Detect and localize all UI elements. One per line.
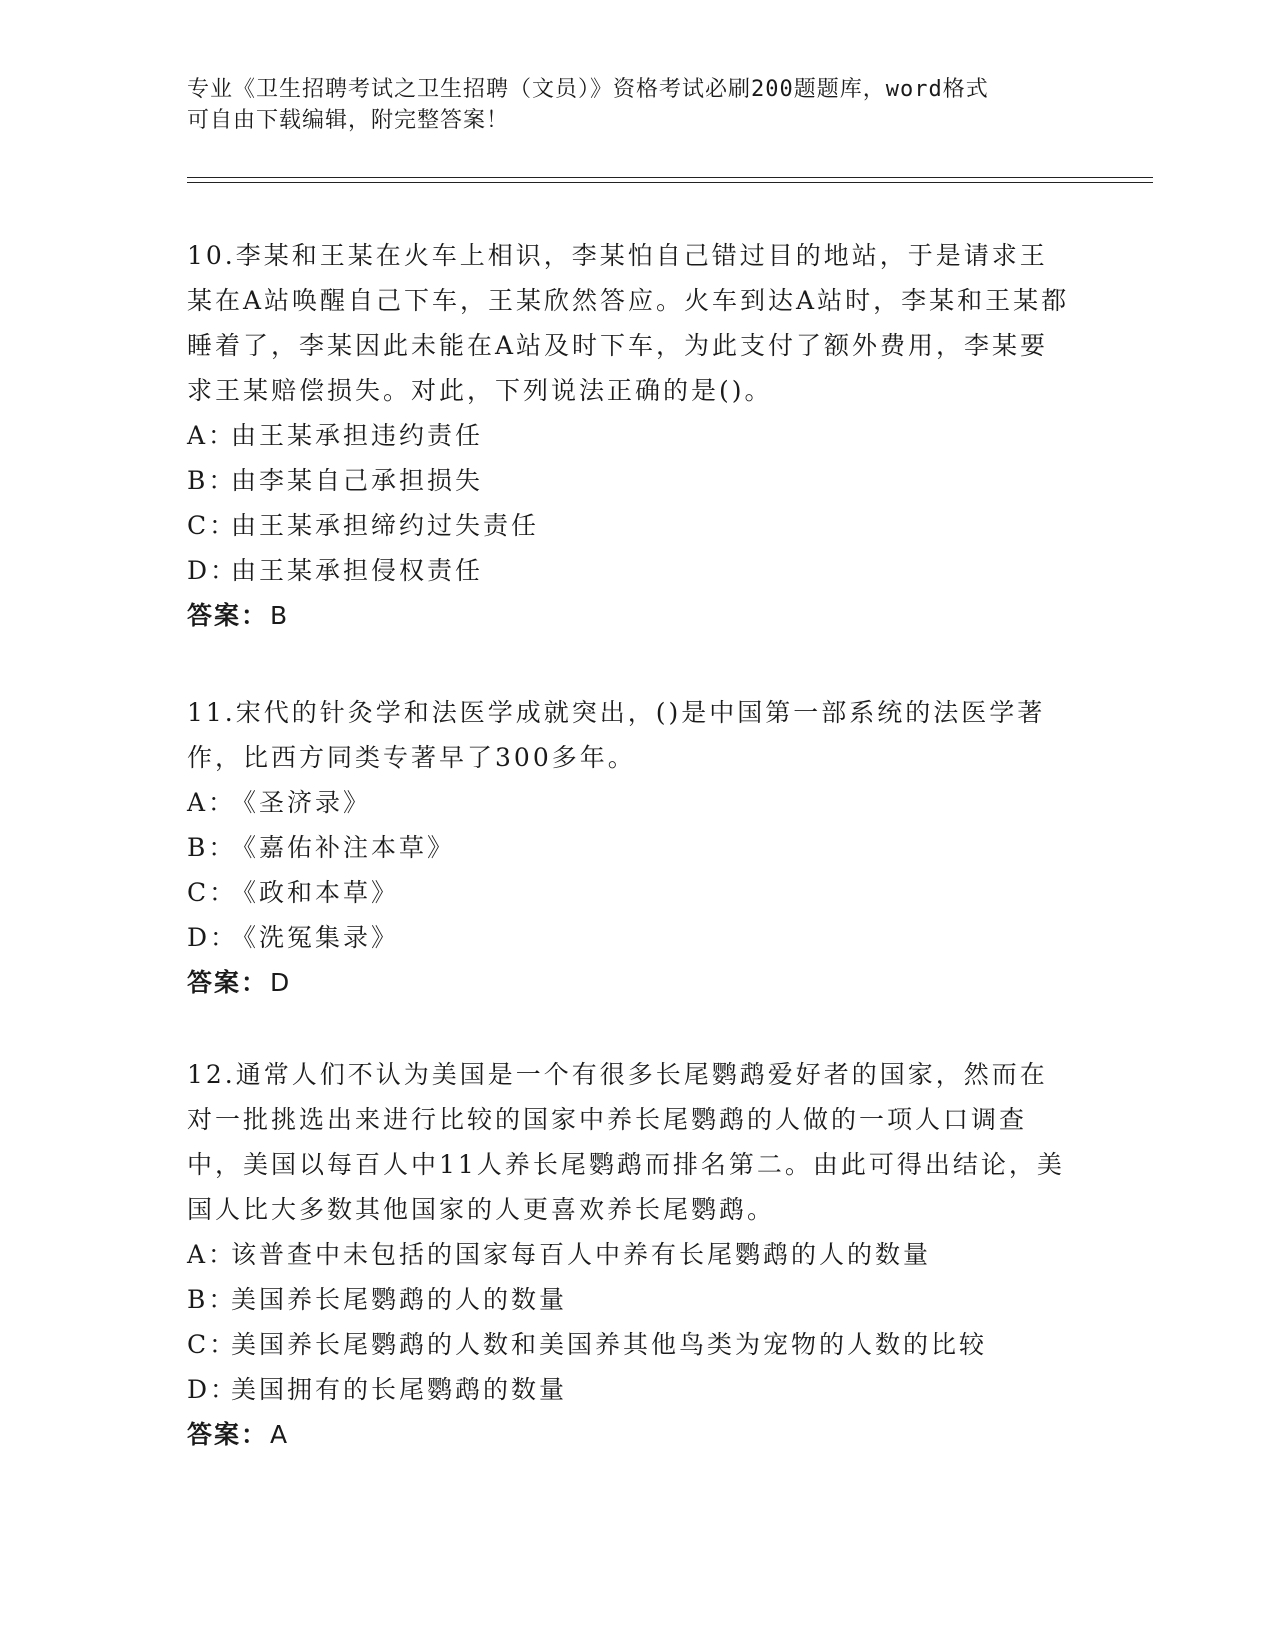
option-text: 《圣济录》	[231, 788, 372, 817]
answer-value: A	[270, 1420, 290, 1449]
header-line-1: 专业《卫生招聘考试之卫生招聘（文员）》资格考试必刷200题题库，word格式	[187, 77, 989, 102]
document-header	[187, 74, 1087, 136]
option-b	[187, 1277, 1072, 1322]
answer-value: D	[270, 968, 292, 997]
question-text: 11.宋代的针灸学和法医学成就突出，()是中国第一部系统的法医学著作，比西方同类专著早了300多年。	[187, 698, 1046, 772]
option-key: C：	[187, 1330, 238, 1359]
option-text: 由王某承担侵权责任	[231, 556, 484, 585]
question-text: 10.李某和王某在火车上相识，李某怕自己错过目的地站，于是请求王某在A站唤醒自己下车，王某欣然答应。火车到达A站时，李某和王某都睡着了，李某因此未能在A站及时下车，为此支付了额外费用，李某要求王某赔偿损失。对此，下列说法正确的是()。	[187, 241, 1070, 405]
option-c	[187, 503, 1072, 548]
option-text: 由李某自己承担损失	[231, 466, 484, 495]
option-text: 美国养长尾鹦鹉的人的数量	[231, 1285, 568, 1314]
option-a	[187, 780, 1072, 825]
option-key: A：	[187, 1240, 237, 1269]
header-rule-top	[187, 177, 1153, 178]
option-key: D：	[187, 923, 239, 952]
option-text: 《嘉佑补注本草》	[231, 833, 456, 862]
answer-label: 答案：	[187, 1420, 269, 1449]
option-key: B：	[187, 1285, 237, 1314]
option-key: A：	[187, 421, 237, 450]
option-d	[187, 548, 1072, 593]
answer-line	[187, 1412, 1072, 1457]
answer-label: 答案：	[187, 601, 269, 630]
option-text: 由王某承担缔约过失责任	[231, 511, 540, 540]
option-key: D：	[187, 1375, 239, 1404]
answer-line	[187, 960, 1072, 1005]
option-text: 由王某承担违约责任	[231, 421, 484, 450]
option-key: C：	[187, 878, 238, 907]
option-b	[187, 458, 1072, 503]
option-c	[187, 1322, 1072, 1367]
answer-value: B	[270, 601, 290, 630]
answer-label: 答案：	[187, 968, 269, 997]
option-c	[187, 870, 1072, 915]
question-12	[187, 1052, 1072, 1457]
option-text: 《政和本草》	[231, 878, 400, 907]
option-text: 《洗冤集录》	[231, 923, 400, 952]
option-a	[187, 1232, 1072, 1277]
answer-line	[187, 593, 1072, 638]
question-text: 12.通常人们不认为美国是一个有很多长尾鹦鹉爱好者的国家，然而在对一批挑选出来进行比较的国家中养长尾鹦鹉的人做的一项人口调查中，美国以每百人中11人养长尾鹦鹉而排名第二。由此可得出结论，美国人比大多数其他国家的人更喜欢养长尾鹦鹉。	[187, 1060, 1065, 1224]
header-line-2: 可自由下载编辑，附完整答案！	[187, 108, 510, 133]
option-a	[187, 413, 1072, 458]
option-b	[187, 825, 1072, 870]
question-11	[187, 690, 1072, 1005]
option-d	[187, 915, 1072, 960]
option-key: C：	[187, 511, 238, 540]
header-rule-bottom	[187, 182, 1153, 183]
option-key: B：	[187, 833, 237, 862]
option-key: B：	[187, 466, 237, 495]
option-text: 美国养长尾鹦鹉的人数和美国养其他鸟类为宠物的人数的比较	[231, 1330, 988, 1359]
option-key: A：	[187, 788, 237, 817]
option-d	[187, 1367, 1072, 1412]
option-text: 该普查中未包括的国家每百人中养有长尾鹦鹉的人的数量	[231, 1240, 932, 1269]
option-text: 美国拥有的长尾鹦鹉的数量	[231, 1375, 568, 1404]
option-key: D：	[187, 556, 239, 585]
question-10	[187, 233, 1072, 638]
